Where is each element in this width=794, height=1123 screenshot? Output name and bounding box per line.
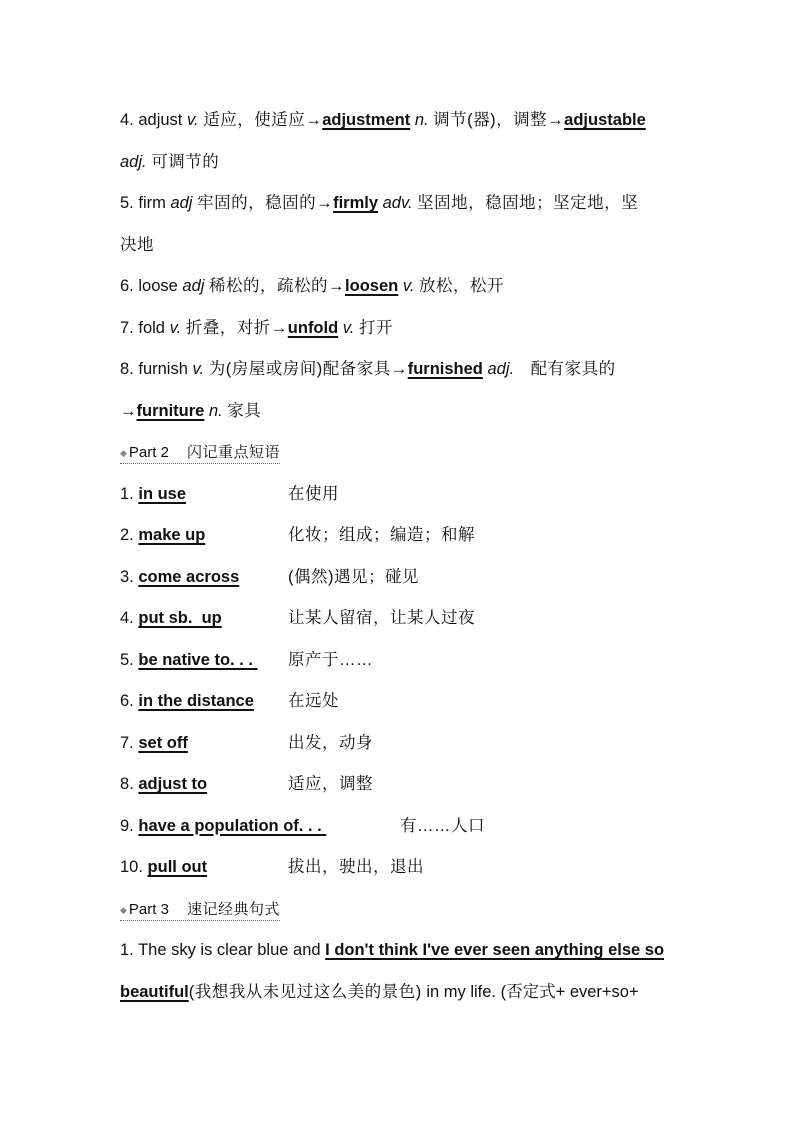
vocab-item-adjust: 4. adjust v. 适应，使适应→adjustment n. 调节(器)，调整→adjustable bbox=[120, 111, 646, 129]
phrase-item: 9. have a population of. . . 有……人口 bbox=[120, 816, 485, 835]
phrase-item: 6. in the distance 在远处 bbox=[120, 692, 339, 710]
derived-word: adjustable bbox=[564, 111, 646, 129]
phrase-item: 10. pull out 拔出，驶出，退出 bbox=[120, 858, 424, 876]
diamond-icon: ◆ bbox=[120, 448, 127, 458]
derived-word: unfold bbox=[287, 318, 339, 337]
phrase-item: 7. set off 出发，动身 bbox=[120, 733, 373, 752]
vocab-item-loose: 6. loose adj 稀松的，疏松的→loosen v. 放松，松开 bbox=[120, 277, 505, 295]
derived-word: furnished bbox=[407, 360, 483, 378]
sentence-item: 1. The sky is clear blue and I don't think I've ever seen anything else so bbox=[120, 941, 665, 959]
vocab-item-firm-cont: 决地 bbox=[120, 235, 154, 254]
derived-word: furniture bbox=[136, 401, 205, 420]
derived-word: loosen bbox=[345, 277, 399, 295]
vocab-item-fold: 7. fold v. 折叠，对折→unfold v. 打开 bbox=[120, 318, 393, 337]
phrase-item: 3. come across (偶然)遇见；碰见 bbox=[120, 567, 419, 586]
vocab-item-furnish: 8. furnish v. 为(房屋或房间)配备家具→furnished adj. 配有家具的 bbox=[120, 360, 616, 378]
derived-word: adjustment bbox=[322, 111, 411, 129]
phrase-item: 4. put sb. up 让某人留宿，让某人过夜 bbox=[120, 609, 475, 627]
phrase-item: 2. make up 化妆；组成；编造；和解 bbox=[120, 526, 475, 544]
phrase-item: 8. adjust to 适应，调整 bbox=[120, 775, 373, 793]
vocab-item-furnish-cont: →furniture n. 家具 bbox=[120, 401, 262, 420]
sentence-item-cont: beautiful(我想我从未见过这么美的景色) in my life. (否定式+ ever+so+ bbox=[120, 982, 639, 1001]
vocab-item-adjust-cont: adj. 可调节的 bbox=[120, 152, 220, 171]
phrase-item: 5. be native to. . . 原产于…… bbox=[120, 650, 373, 669]
part3-heading: ◆ Part 3 速记经典句式 bbox=[120, 889, 680, 931]
diamond-icon: ◆ bbox=[120, 904, 127, 915]
phrase-item: 1. in use 在使用 bbox=[120, 484, 339, 503]
vocab-item-firm: 5. firm adj 牢固的，稳固的→firmly adv. 坚固地，稳固地；坚定地，坚 bbox=[120, 194, 639, 212]
part2-heading: ◆ Part 2 闪记重点短语 bbox=[120, 432, 680, 474]
document-page bbox=[120, 100, 680, 1013]
derived-word: firmly bbox=[333, 194, 379, 212]
